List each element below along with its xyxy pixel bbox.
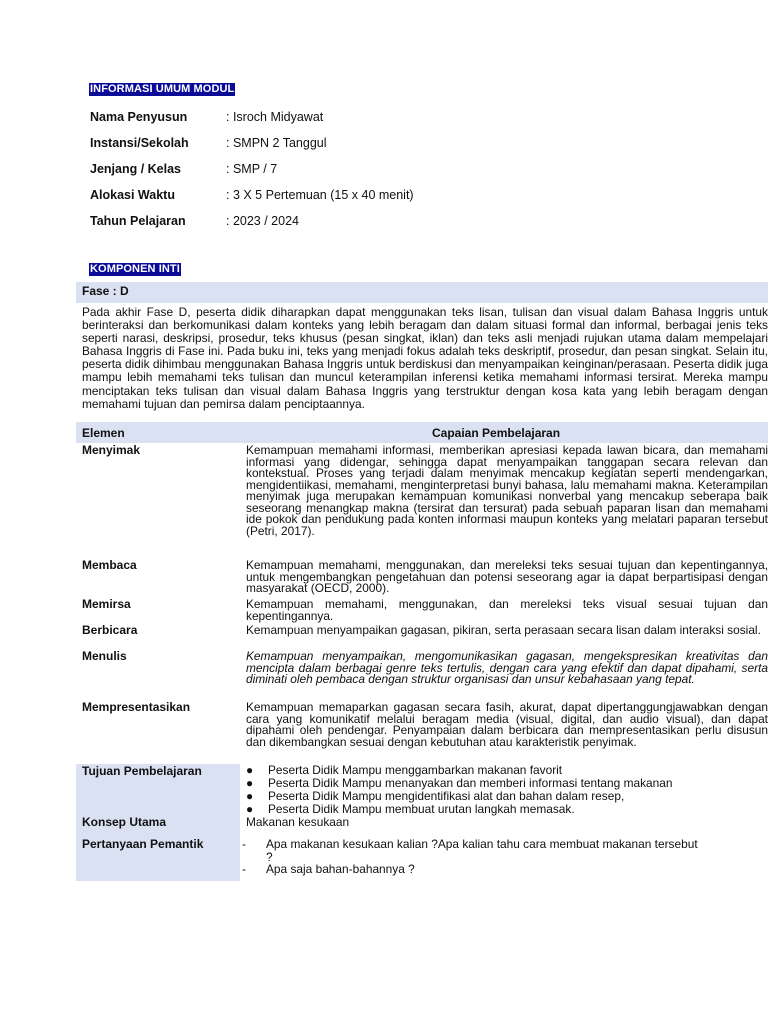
info-value: : Isroch Midyawat [226, 110, 324, 124]
table-header-elemen: Elemen [82, 426, 125, 440]
tujuan-label: Tujuan Pembelajaran [82, 764, 202, 778]
element-text-membaca: Kemampuan memahami, menggunakan, dan mereleksi teks sesuai tujuan dan kepentingannya, untuk mengembangkan pengetahuan dan potensi seseorang agar ia dapat berpartisipasi dengan masyarakat (OECD, 2000). [246, 558, 768, 595]
fase-band [76, 282, 768, 303]
tujuan-item: ● Peserta Didik Mampu mengidentifikasi alat dan bahan dalam resep, [246, 789, 625, 803]
bullet-icon: ● [246, 763, 254, 777]
pertanyaan-label: Pertanyaan Pemantik [82, 837, 204, 851]
element-name-memirsa: Memirsa [82, 597, 131, 611]
dash-icon: - [242, 862, 246, 876]
konsep-label: Konsep Utama [82, 815, 167, 829]
element-name-berbicara: Berbicara [82, 623, 138, 637]
dash-icon: - [242, 837, 246, 851]
bullet-icon: ● [246, 776, 254, 790]
tujuan-item: ● Peserta Didik Mampu menggambarkan makanan favorit [246, 763, 563, 777]
bullet-icon: ● [246, 802, 254, 816]
konsep-value: Makanan kesukaan [246, 815, 350, 829]
element-text-mempresentasikan: Kemampuan memaparkan gagasan secara fasih, akurat, dapat dipertanggungjawabkan dengan cara yang komunikatif melalui beragam media (visual, digital, dan audio visual), dan dapat dipahami oleh pendengar. Penyampaian dalam berbicara dan mempresentasikan perlu disusun dan dikembangkan sesuai dengan kebutuhan atau karakteristik penyimak. [246, 700, 768, 749]
info-label: Alokasi Waktu [90, 188, 175, 202]
info-value: : SMPN 2 Tanggul [226, 136, 327, 150]
info-value: : 3 X 5 Pertemuan (15 x 40 menit) [226, 188, 414, 202]
info-label: Tahun Pelajaran [90, 214, 186, 228]
element-name-menulis: Menulis [82, 649, 127, 663]
table-header-capaian: Capaian Pembelajaran [432, 426, 561, 440]
info-value: : 2023 / 2024 [226, 214, 299, 228]
bullet-icon: ● [246, 789, 254, 803]
element-text-berbicara: Kemampuan menyampaikan gagasan, pikiran, serta perasaan secara lisan dalam interaksi sosial. [246, 623, 761, 637]
fase-label: Fase : D [82, 284, 129, 298]
element-text-memirsa: Kemampuan memahami, menggunakan, dan mereleksi teks visual sesuai tujuan dan kepentingannya. [246, 597, 768, 623]
tujuan-item: ● Peserta Didik Mampu membuat urutan langkah memasak. [246, 802, 575, 816]
info-label: Jenjang / Kelas [90, 162, 182, 176]
info-label: Instansi/Sekolah [90, 136, 189, 150]
section-title-informasi-umum: INFORMASI UMUM MODUL [90, 83, 235, 95]
element-text-menyimak: Kemampuan memahami informasi, memberikan apresiasi kepada lawan bicara, dan memahami informasi yang didengar, sehingga dapat menyampaikan tanggapan secara relevan dan kontekstual. Proses yang terjadi dalam menyimak mencakup kegiatan seperti mendengarkan, mengidentiikasi, memahami, menginterpretasi bunyi bahasa, lalu memahami makna. Keterampilan menyimak juga merupakan kemampuan komunikasi nonverbal yang mencakup seberapa baik seseorang menangkap makna (tersirat dan tersurat) pada sebuah paparan lisan dan memahami ide pokok dan pendukung pada konten informasi maupun konteks yang melatari paparan tersebut (Petri, 2017). [246, 443, 768, 538]
element-name-menyimak: Menyimak [82, 443, 141, 457]
fase-description: Pada akhir Fase D, peserta didik diharapkan dapat menggunakan teks lisan, tulisan dan visual dalam Bahasa Inggris untuk berinteraksi dan berkomunikasi dalam konteks yang lebih beragam dan dalam situasi formal dan informal, berbagai jenis teks seperti narasi, deskripsi, prosedur, teks khusus (pesan singkat, iklan) dan teks asli menjadi rujukan utama dalam mempelajari Bahasa Inggris di Fase ini. Pada buku ini, teks yang menjadi fokus adalah teks deskriptif, prosedur, dan pesan singkat. Selain itu, peserta didik dihimbau menggunakan Bahasa Inggris untuk berdiskusi dan menyampaikan keinginan/perasaan. Peserta didik juga mampu lebih memahami teks tulisan dan muncul keterampilan inferensi ketika memahami informasi tersirat. Mereka mampu menciptakan teks tulisan dan visual dalam Bahasa Inggris yang terstruktur dengan kosa kata yang lebih beragam dengan memahami tujuan dan pemirsa dalam penciptaannya. [82, 305, 768, 411]
element-name-membaca: Membaca [82, 558, 137, 572]
tujuan-item: ● Peserta Didik Mampu menanyakan dan memberi informasi tentang makanan [246, 776, 673, 790]
table-header-band [76, 422, 768, 443]
element-text-menulis: Kemampuan menyampaikan, mengomunikasikan gagasan, mengekspresikan kreativitas dan mencipta dalam berbagai genre teks tertulis, dengan cara yang efektif dan dapat dipahami, serta diminati oleh pembaca dengan struktur organisasi dan unsur kebahasaan yang tepat. [246, 649, 768, 686]
info-label: Nama Penyusun [90, 110, 188, 124]
section-title-komponen-inti: KOMPONEN INTI [90, 263, 180, 275]
info-value: : SMP / 7 [226, 162, 278, 176]
element-name-mempresentasikan: Mempresentasikan [82, 700, 191, 714]
